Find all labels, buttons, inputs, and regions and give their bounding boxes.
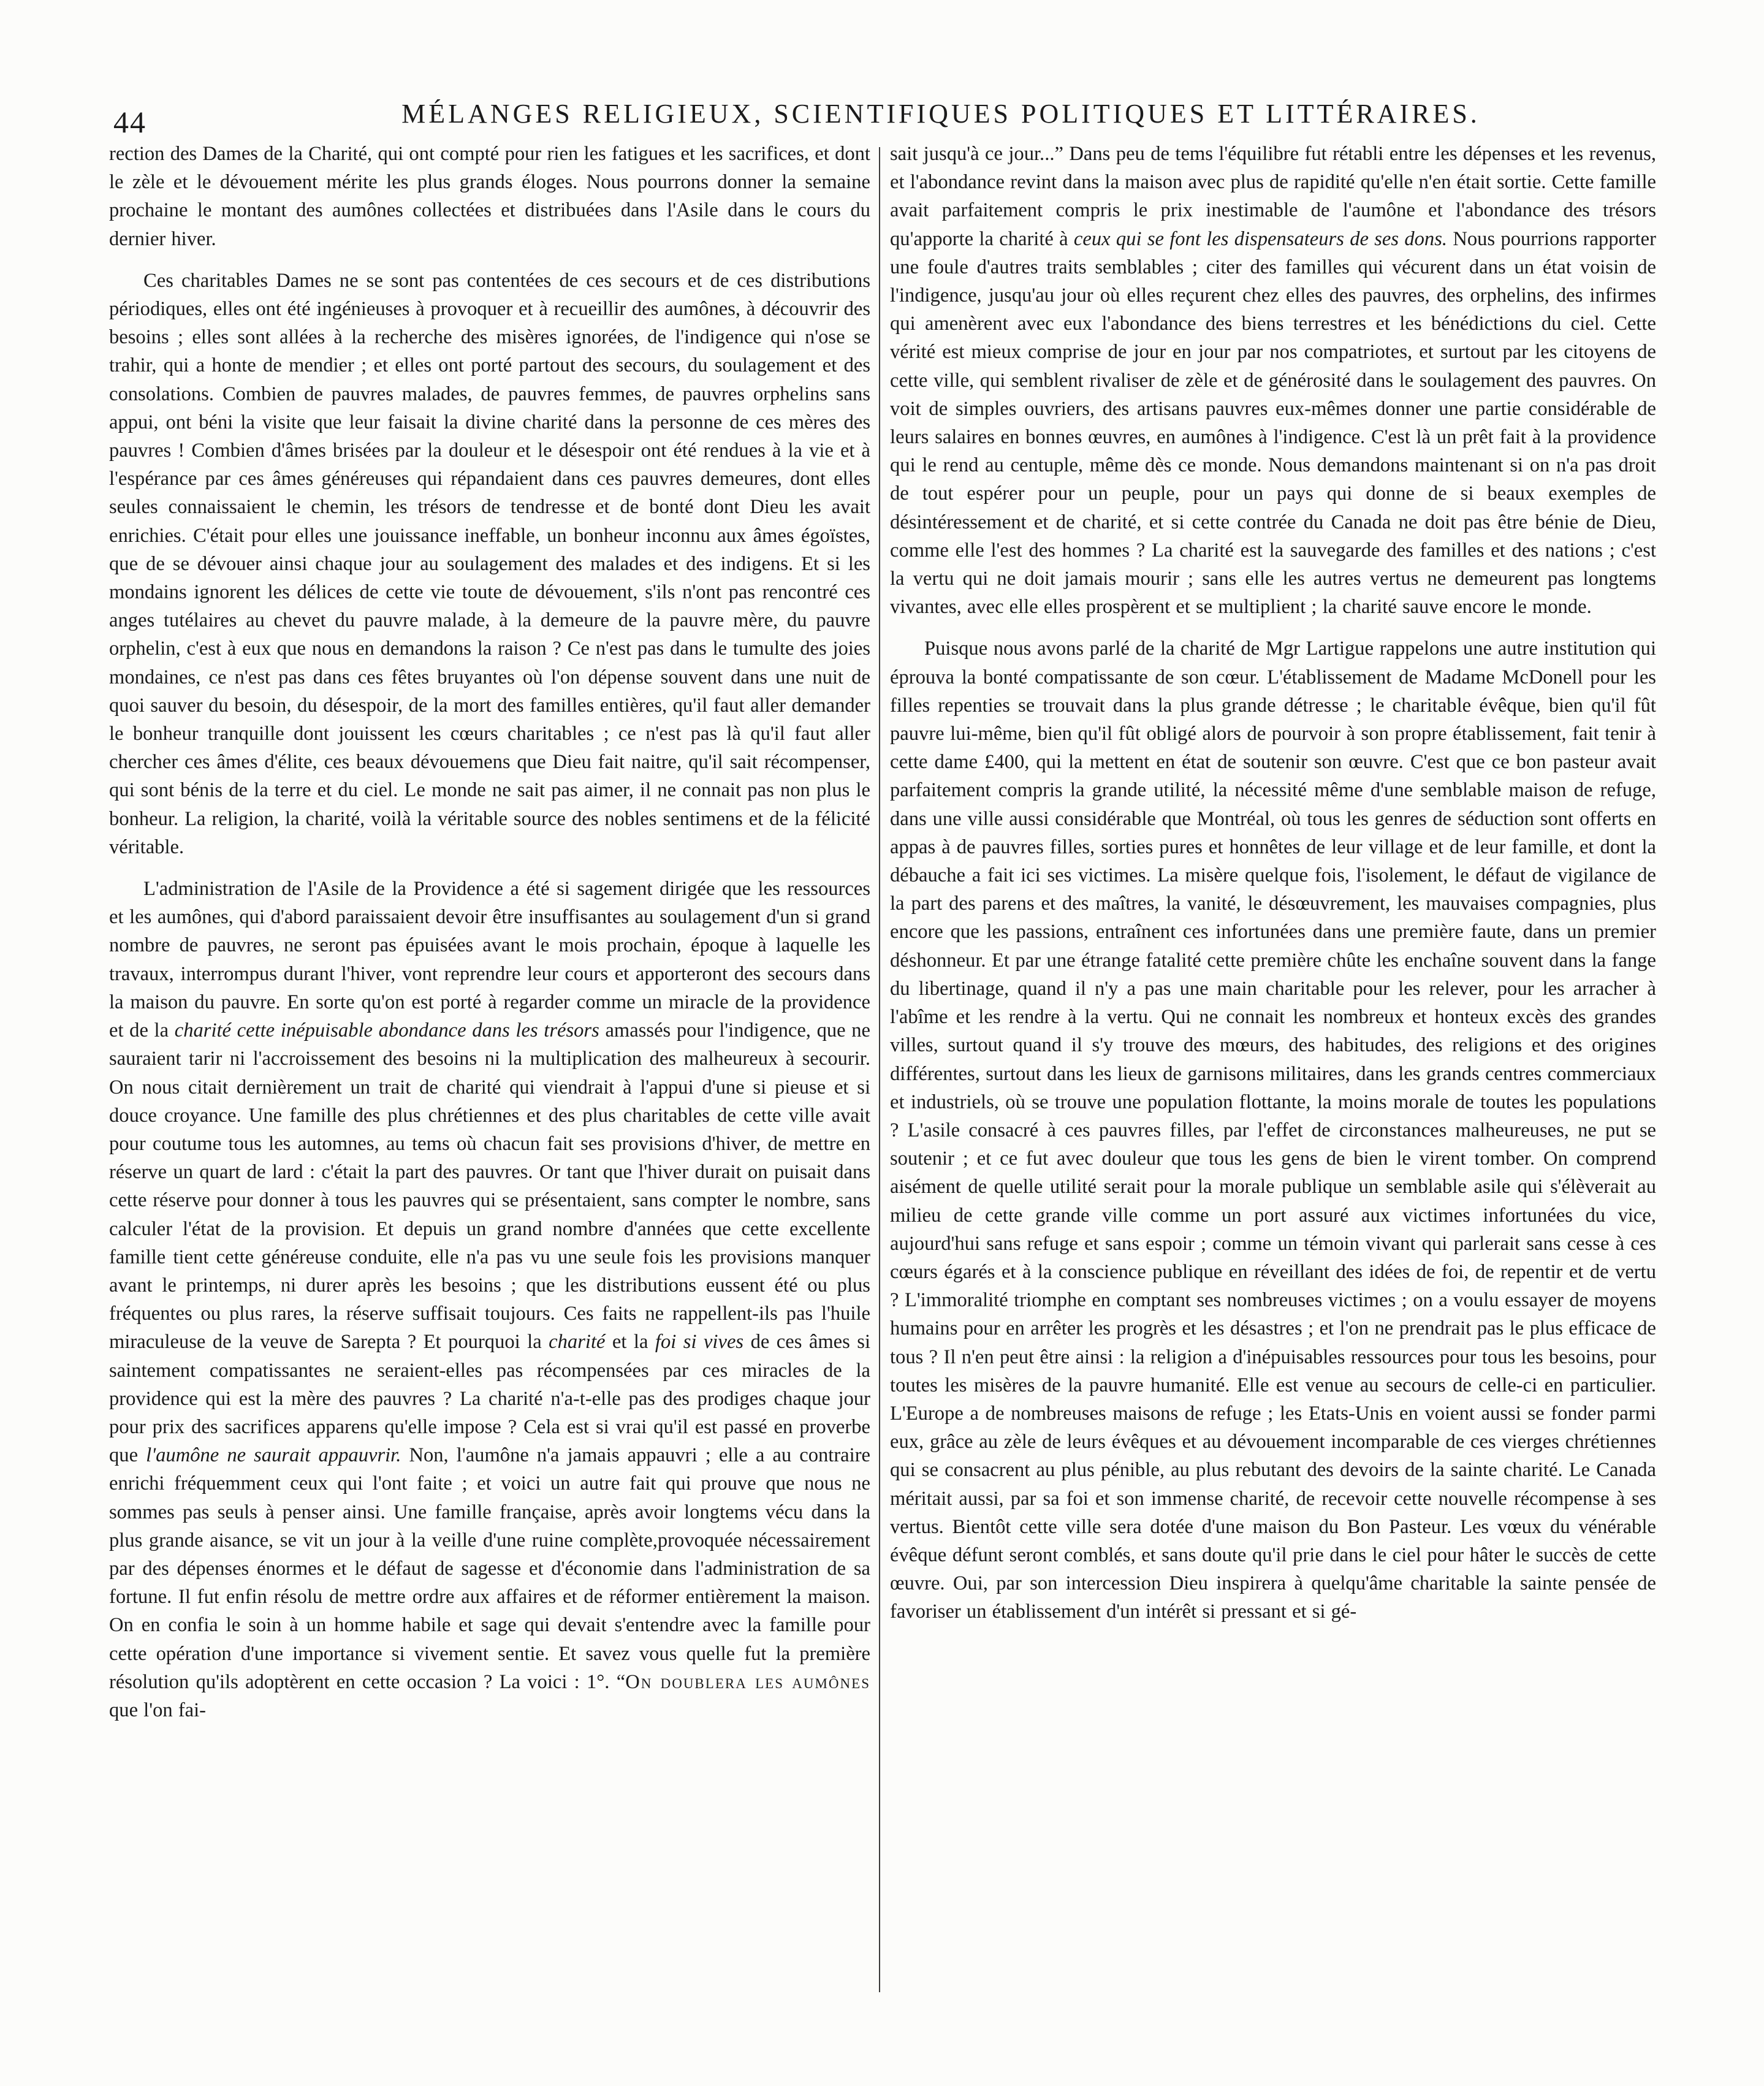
left-column: [109, 140, 870, 1738]
paragraph: [109, 875, 870, 1724]
right-column: [890, 140, 1656, 1640]
italic-run: charité cette inépuisable abondance dans les trésors: [174, 1019, 599, 1042]
text-run: L'administration de l'Asile de la Providence a été si sagement dirigée que les ressources et les aumônes, qui d'abord paraissaient devoir être insuffisantes au soulagement d'un si grand nombre de pauvres, ne seront pas épuisées avant le mois prochain, époque à laquelle les travaux, interrompus durant l'hiver, vont reprendre leur cours et apporteront des secours dans la maison du pauvre. En sorte qu'on est porté à regarder comme un miracle de la providence et de la: [109, 878, 870, 1042]
text-run: sait jusqu'à ce jour...” Dans peu de tems l'équilibre fut rétabli entre les dépenses et les revenus, et l'abondance revint dans la maison avec plus de rapidité qu'elle n'en était sortie. Cette famille avait parfaitement compris le prix inestimable de l'aumône et l'abondance des trésors qu'apporte la charité à: [890, 143, 1656, 250]
text-run: que l'on fai-: [109, 1699, 207, 1721]
italic-run: charité: [549, 1331, 606, 1353]
italic-run: l'aumône ne saurait appauvrir.: [146, 1444, 401, 1467]
paragraph: Ces charitables Dames ne se sont pas contentées de ces secours et de ces distributions périodiques, elles ont été ingénieuses à provoquer et à recueillir des aumônes, à découvrir des besoins ; elles sont allées à la recherche des misères ignorées, de l'indigence qui n'ose se trahir, qui a honte de mendier ; et elles ont porté partout des secours, du soulagement et des consolations. Combien de pauvres malades, de pauvres femmes, de pauvres orphelins sans appui, ont béni la visite que leur faisait la divine charité dans la personne de ces mères des pauvres ! Combien d'âmes brisées par la douleur et le désespoir ont été rendues à la vie et à l'espérance par ces âmes généreuses qui répandaient dans ces pauvres demeures, dont elles seules connaissaient le chemin, les trésors de tendresse et de bonté dont Dieu les avait enrichies. C'était pour elles une jouissance ineffable, un bonheur inconnu aux âmes égoïstes, que de se dévouer ainsi chaque jour au soulagement des malades et des indigens. Et si les mondains ignorent les délices de cette vie toute de dévouement, s'ils n'ont pas rencontré ces anges tutélaires au chevet du pauvre malade, à la demeure de la pauvre mère, du pauvre orphelin, c'est à eux que nous en demandons la raison ? Ce n'est pas dans le tumulte des joies mondaines, ce n'est pas dans ces fêtes bruyantes où l'on dépense souvent dans une nuit de quoi sauver du besoin, du désespoir, de la mort des familles entières, qu'il faut aller demander le bonheur tranquille dont jouissent les cœurs charitables ; ce n'est pas là qu'il faut aller chercher ces âmes d'élite, ces beaux dévouemens que Dieu fait naitre, qu'il sait récompenser, qui sont bénis de la terre et du ciel. Le monde ne sait pas aimer, il ne connait pas non plus le bonheur. La religion, la charité, voilà la véritable source des nobles sentimens et de la félicité véritable.: [109, 269, 870, 858]
running-head: MÉLANGES RELIGIEUX, SCIENTIFIQUES POLITIQUES ET LITTÉRAIRES.: [401, 99, 1480, 129]
text-run: et la: [605, 1331, 655, 1353]
text-run: de ces âmes si saintement compatissantes ne seraient-elles pas récompensées par ces miracles de la providence qui est la mère des pauvres ? La charité n'a-t-elle pas des prodiges chaque jour pour prix des sacrifices apparens qu'elle impose ? Cela est si vrai qu'il est passé en proverbe que: [109, 1331, 871, 1467]
paragraph: rection des Dames de la Charité, qui ont compté pour rien les fatigues et les sacrifices, et dont le zèle et le dévouement mérite les plus grands éloges. Nous pourrons donner la semaine prochaine le montant des aumônes collectées et distribuées dans l'Asile dans le cours du dernier hiver.: [109, 143, 870, 250]
italic-run: ceux qui se font les dispensateurs de ses dons.: [1073, 227, 1448, 250]
text-run: Nous pourrions rapporter une foule d'autres traits semblables ; citer des familles qui vécurent dans un état voisin de l'indigence, jusqu'au jour où elles reçurent chez elles des pauvres, des orphelins, des infirmes qui amenèrent avec eux l'abondance des biens terrestres et les bénédictions du ciel. Cette vérité est mieux comprise de jour en jour par nos compatriotes, et surtout par les citoyens de cette ville, qui semblent rivaliser de zèle et de générosité dans le soulagement des pauvres. On voit de simples ouvriers, des artisans pauvres eux-mêmes donner une partie considérable de leurs salaires en bonnes œuvres, en aumônes à l'indigence. C'est là un prêt fait à la providence qui le rend au centuple, même dès ce monde. Nous demandons maintenant si on n'a pas droit de tout espérer pour un peuple, pour un pays qui donne de si beaux exemples de désintéressement et de charité, et si cette contrée du Canada ne doit pas être bénie de Dieu, comme elle l'est des hommes ? La charité est la sauvegarde des familles et des nations ; c'est la vertu qui ne doit jamais mourir ; sans elle les autres vertus ne demeurent pas longtems vivantes, avec elle elles prospèrent et se multiplient ; la charité sauve encore le monde.: [890, 227, 1656, 619]
italic-run: foi si vives: [655, 1331, 744, 1353]
page-number: 44: [113, 105, 146, 139]
column-rule: [879, 147, 880, 1992]
text-run: Non, l'aumône n'a jamais appauvri ; elle a au contraire enrichi fréquemment ceux qui l'ont faite ; et voici un autre fait qui prouve que nous ne sommes pas seuls à penser ainsi. Une famille française, après avoir longtems vécu dans la plus grande aisance, se vit un jour à la veille d'une ruine complète,provoquée nécessairement par des dépenses énormes et le défaut de sagesse et d'économie dans l'administration de sa fortune. Il fut enfin résolu de mettre ordre aux affaires et de réformer entièrement la maison. On en confia le soin à un homme habile et sage qui devait s'entendre avec la famille pour cette opération d'une importance si vivement sentie. Et savez vous quelle fut la première résolution qu'ils adoptèrent en cette occasion ? La voici : 1°. “: [109, 1444, 871, 1693]
paragraph: [890, 140, 1656, 621]
text-run: amassés pour l'indigence, que ne sauraient tarir ni l'accroissement des besoins ni la multiplication des malheureux à secourir. On nous citait dernièrement un trait de charité qui viendrait à l'appui d'une si pieuse et si douce croyance. Une famille des plus chrétiennes et des plus charitables de cette ville avait pour coutume tous les automnes, au tems où chacun fait ses provisions d'hiver, de mettre en réserve un quart de lard : c'était la part des pauvres. Or tant que l'hiver durait on puisait dans cette réserve pour donner à tous les pauvres qui se présentaient, sans compter le nombre, sans calculer l'état de la provision. Et depuis un grand nombre d'années que cette excellente famille tient cette généreuse conduite, elle n'a pas vu une seule fois les provisions manquer avant le printemps, ni durer après les besoins ; que les distributions eussent été ou plus fréquentes ou plus rares, la réserve suffisait toujours. Ces faits ne rappellent-ils pas l'huile miraculeuse de la veuve de Sarepta ? Et pourquoi la: [109, 1019, 871, 1353]
small-caps-run: On doublera les aumônes: [625, 1670, 870, 1693]
paragraph: Puisque nous avons parlé de la charité de Mgr Lartigue rappelons une autre institution qui éprouva la bonté compatissante de son cœur. L'établissement de Madame McDonell pour les filles repenties se trouvait dans la plus grande détresse ; le charitable évêque, bien qu'il fût pauvre lui-même, bien qu'il fût obligé alors de pourvoir à son propre établissement, fait tenir à cette dame £400, qui la mettent en état de soutenir son œuvre. C'est que ce bon pasteur avait parfaitement compris la grande utilité, la nécessité même d'une semblable maison de refuge, dans une ville aussi considérable que Montréal, où tous les genres de séduction sont offerts en appas à de pauvres filles, sorties pures et honnêtes de leur village et de leur famille, et dont la débauche a fait ici ses victimes. La misère quelque fois, l'isolement, le défaut de vigilance de la part des parens et des maîtres, la vanité, le désœuvrement, les mauvaises compagnies, plus encore que les passions, entraînent ces infortunées dans une première faute, dans un premier déshonneur. Et par une étrange fatalité cette première chûte les enchaîne souvent dans la fange du libertinage, quand il n'y a pas une main charitable pour les relever, pour les arracher à l'abîme et les rendre à la vertu. Qui ne connait les nombreux et honteux excès des grandes villes, surtout quand il s'y trouve des mœurs, des habitudes, des religions et des origines différentes, surtout dans les lieux de garnisons militaires, dans les grands centres commerciaux et industriels, où se trouve une population flottante, la moins morale de toutes les populations ? L'asile consacré à ces pauvres filles, par l'effet de circonstances malheureuses, ne put se soutenir ; et ce fut avec douleur que tous les gens de bien le virent tomber. On comprend aisément de quelle utilité serait pour la morale publique un semblable asile qui s'élèverait au milieu de cette grande ville comme un port assuré aux victimes infortunées du vice, aujourd'hui sans refuge et sans espoir ; comme un témoin vivant qui parlerait sans cesse à ces cœurs égarés et à la conscience publique en réveillant des idées de foi, de repentir et de vertu ? L'immoralité triomphe en comptant ses nombreuses victimes ; on a voulu essayer de moyens humains pour en arrêter les progrès et les désastres ; et l'on ne prendrait pas le plus efficace de tous ? Il n'en peut être ainsi : la religion a d'inépuisables ressources pour tous les besoins, pour toutes les misères de la pauvre humanité. Elle est venue au secours de celle-ci en particulier. L'Europe a de nombreuses maisons de refuge ; les Etats-Unis en voient aussi se fonder parmi eux, grâce au zèle de leurs évêques et au dévouement incomparable de ces vierges chrétiennes qui se consacrent au plus pénible, au plus rebutant des devoirs de la sainte charité. Le Canada méritait aussi, par sa foi et son immense charité, de recevoir cette nouvelle récompense à ses vertus. Bientôt cette ville sera dotée d'une maison du Bon Pasteur. Les vœux du vénérable évêque défunt seront comblés, et sans doute qu'il prie dans le ciel pour hâter le succès de cette œuvre. Oui, par son intercession Dieu inspirera à quelqu'âme charitable la sainte pensée de favoriser un établissement d'un intérêt si pressant et si gé-: [890, 638, 1656, 1623]
